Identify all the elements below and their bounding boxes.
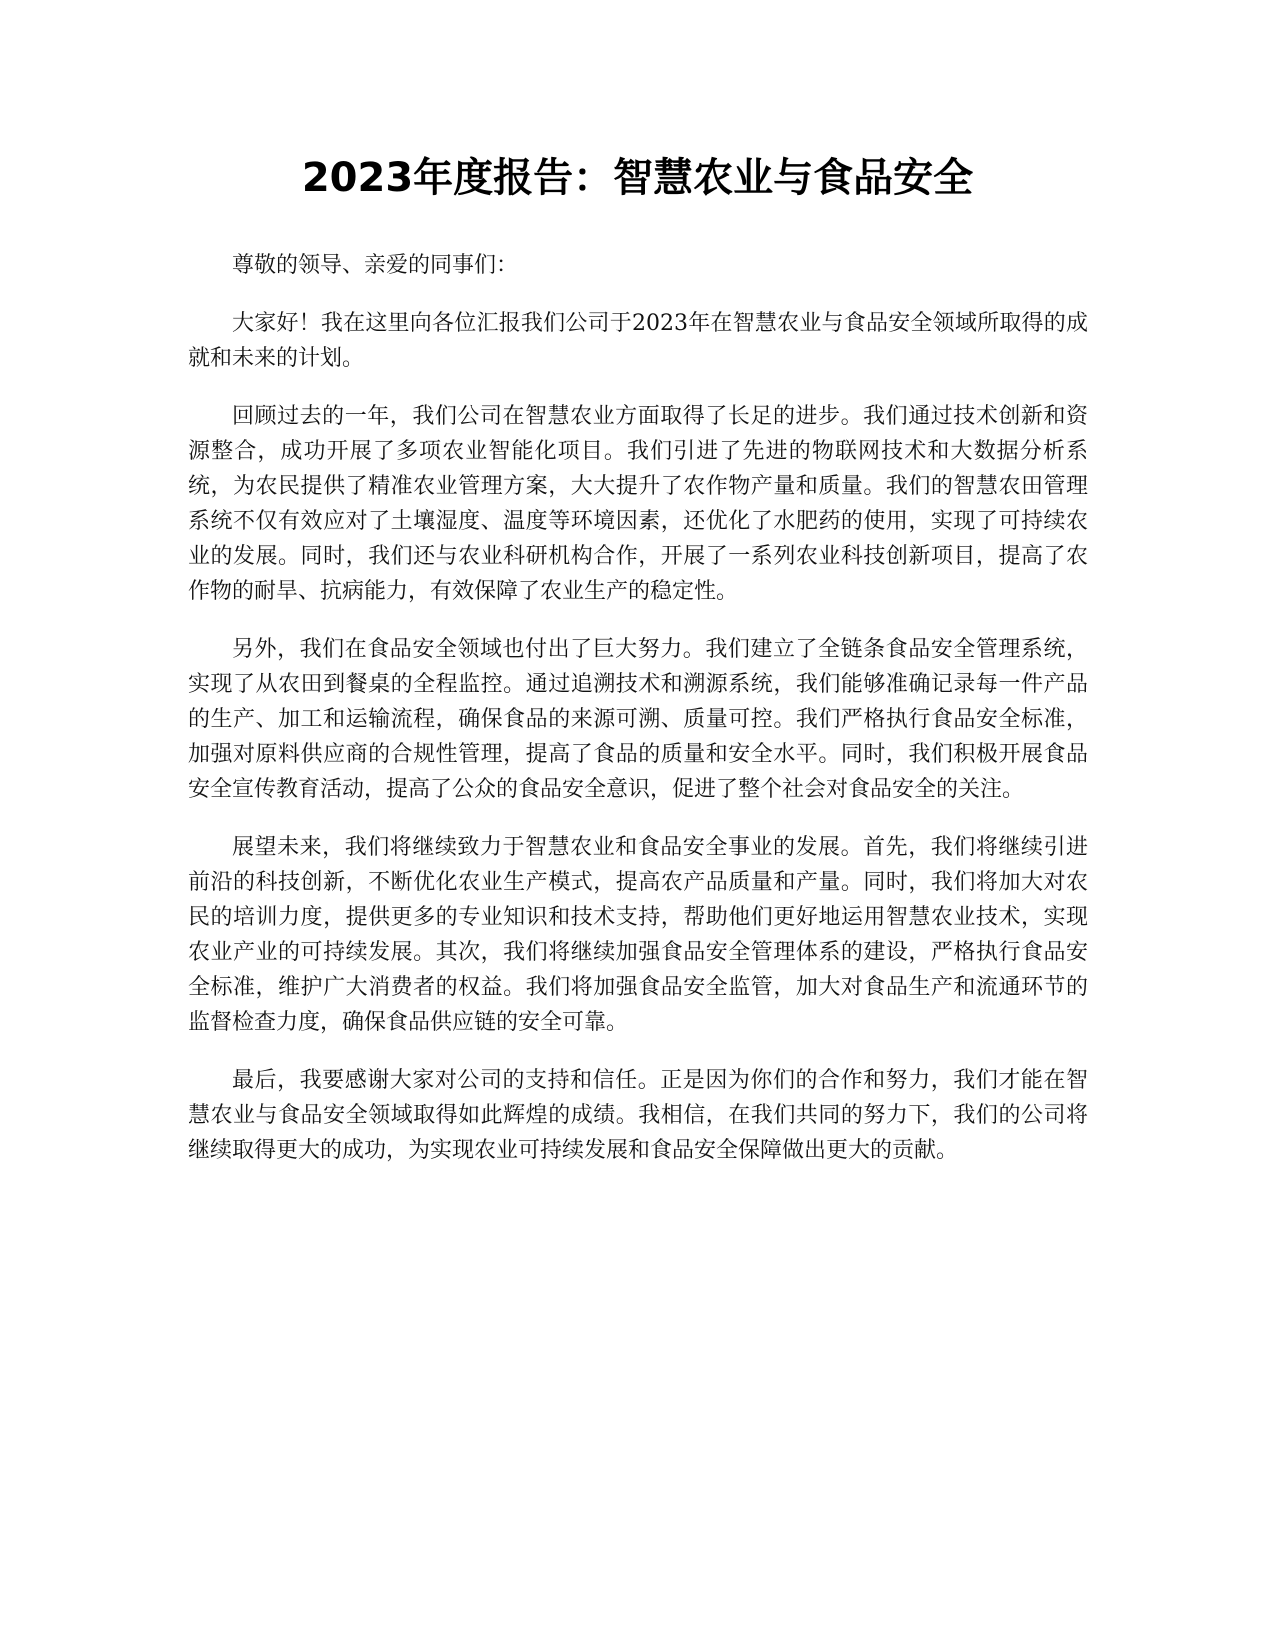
closing-thanks-paragraph: 最后，我要感谢大家对公司的支持和信任。正是因为你们的合作和努力，我们才能在智慧农业与食品安全领域取得如此辉煌的成绩。我相信，在我们共同的努力下，我们的公司将继续取得更大的成功，为实现农业可持续发展和食品安全保障做出更大的贡献。	[188, 1068, 1088, 1163]
document-body	[188, 248, 1088, 1191]
future-outlook-paragraph: 展望未来，我们将继续致力于智慧农业和食品安全事业的发展。首先，我们将继续引进前沿的科技创新，不断优化农业生产模式，提高农产品质量和产量。同时，我们将加大对农民的培训力度，提供更多的专业知识和技术支持，帮助他们更好地运用智慧农业技术，实现农业产业的可持续发展。其次，我们将继续加强食品安全管理体系的建设，严格执行食品安全标准，维护广大消费者的权益。我们将加强食品安全监管，加大对食品生产和流通环节的监督检查力度，确保食品供应链的安全可靠。	[188, 835, 1088, 1035]
greeting-paragraph: 大家好！我在这里向各位汇报我们公司于2023年在智慧农业与食品安全领域所取得的成就和未来的计划。	[188, 311, 1088, 371]
document-title: 2023年度报告：智慧农业与食品安全	[301, 155, 974, 201]
food-safety-review-paragraph: 另外，我们在食品安全领域也付出了巨大努力。我们建立了全链条食品安全管理系统，实现了从农田到餐桌的全程监控。通过追溯技术和溯源系统，我们能够准确记录每一件产品的生产、加工和运输流程，确保食品的来源可溯、质量可控。我们严格执行食品安全标准，加强对原料供应商的合规性管理，提高了食品的质量和安全水平。同时，我们积极开展食品安全宣传教育活动，提高了公众的食品安全意识，促进了整个社会对食品安全的关注。	[188, 637, 1088, 802]
salutation-paragraph: 尊敬的领导、亲爱的同事们：	[232, 253, 519, 278]
smart-agriculture-review-paragraph: 回顾过去的一年，我们公司在智慧农业方面取得了长足的进步。我们通过技术创新和资源整合，成功开展了多项农业智能化项目。我们引进了先进的物联网技术和大数据分析系统，为农民提供了精准农业管理方案，大大提升了农作物产量和质量。我们的智慧农田管理系统不仅有效应对了土壤湿度、温度等环境因素，还优化了水肥药的使用，实现了可持续农业的发展。同时，我们还与农业科研机构合作，开展了一系列农业科技创新项目，提高了农作物的耐旱、抗病能力，有效保障了农业生产的稳定性。	[188, 404, 1088, 604]
